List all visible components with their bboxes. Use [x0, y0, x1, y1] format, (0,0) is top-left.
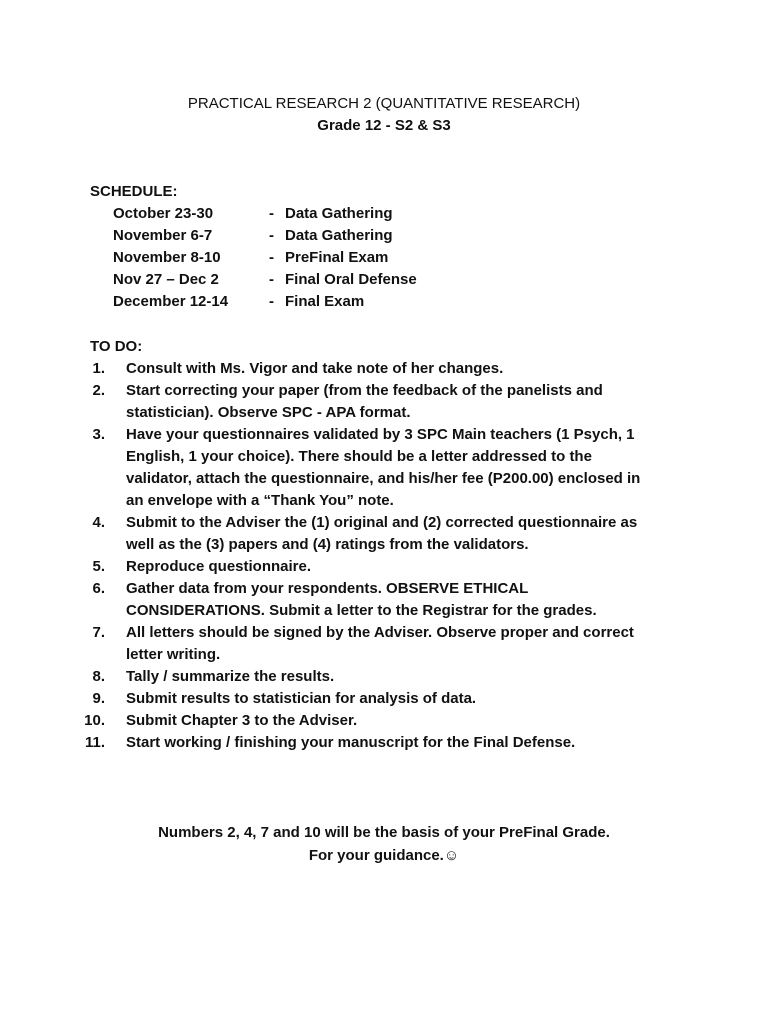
- todo-item: [0, 556, 768, 578]
- schedule-list: [113, 203, 417, 313]
- schedule-activity: Final Exam: [285, 293, 365, 310]
- todo-item-number: 6.: [92, 580, 105, 597]
- footer-note: Numbers 2, 4, 7 and 10 will be the basis of your PreFinal Grade.: [158, 824, 610, 841]
- schedule-dash: -: [269, 249, 274, 266]
- document-title: PRACTICAL RESEARCH 2 (QUANTITATIVE RESEARCH): [187, 95, 581, 112]
- todo-item-text: Submit results to statistician for analysis of data.: [126, 690, 477, 707]
- todo-item: [0, 358, 768, 380]
- schedule-row: [113, 203, 417, 225]
- todo-item-number: 4.: [92, 514, 105, 531]
- todo-item: [0, 732, 768, 754]
- schedule-activity: PreFinal Exam: [285, 249, 389, 266]
- todo-item: [0, 424, 768, 512]
- todo-list: [0, 358, 768, 754]
- schedule-date: November 6-7: [113, 227, 213, 244]
- todo-item-number: 8.: [92, 668, 105, 685]
- todo-item-text: Submit to the Adviser the (1) original and (2) corrected questionnaire as well as the (3) papers and (4) ratings from the validators.: [126, 514, 638, 553]
- todo-item: [0, 688, 768, 710]
- todo-item-text: Tally / summarize the results.: [126, 668, 335, 685]
- todo-item-number: 5.: [92, 558, 105, 575]
- todo-item-text: Have your questionnaires validated by 3 SPC Main teachers (1 Psych, 1 English, 1 your choice). There should be a letter addressed to the validator, attach the questionnaire, and his/her fee (P200.00) enclosed in an envelope with a “Thank You” note.: [126, 426, 641, 509]
- todo-item-text: Reproduce questionnaire.: [126, 558, 312, 575]
- schedule-row: [113, 269, 417, 291]
- todo-item-number: 10.: [84, 712, 105, 729]
- schedule-date: December 12-14: [113, 293, 229, 310]
- todo-item-number: 3.: [92, 426, 105, 443]
- todo-item-text: All letters should be signed by the Adviser. Observe proper and correct letter writing.: [126, 624, 634, 663]
- schedule-heading: SCHEDULE:: [90, 183, 178, 200]
- todo-item-number: 7.: [92, 624, 105, 641]
- todo-item-text: Gather data from your respondents. OBSERVE ETHICAL CONSIDERATIONS. Submit a letter to the Registrar for the grades.: [126, 580, 597, 619]
- todo-item-text: Start working / finishing your manuscript for the Final Defense.: [126, 734, 576, 751]
- todo-item: [0, 512, 768, 556]
- schedule-date: November 8-10: [113, 249, 221, 266]
- footer-guidance: For your guidance.☺: [308, 847, 460, 864]
- schedule-activity: Data Gathering: [285, 227, 393, 244]
- todo-item: [0, 622, 768, 666]
- schedule-row: [113, 291, 417, 313]
- schedule-row: [113, 225, 417, 247]
- todo-item-text: Submit Chapter 3 to the Adviser.: [126, 712, 358, 729]
- todo-item-number: 9.: [92, 690, 105, 707]
- todo-item: [0, 666, 768, 688]
- todo-item-text: Start correcting your paper (from the feedback of the panelists and statistician). Observe SPC - APA format.: [126, 382, 603, 421]
- schedule-dash: -: [269, 227, 274, 244]
- schedule-date: October 23-30: [113, 205, 214, 222]
- schedule-row: [113, 247, 417, 269]
- todo-item: [0, 710, 768, 732]
- todo-item: [0, 578, 768, 622]
- todo-item-text: Consult with Ms. Vigor and take note of her changes.: [126, 360, 504, 377]
- todo-item: [0, 380, 768, 424]
- todo-heading: TO DO:: [90, 338, 143, 355]
- schedule-activity: Data Gathering: [285, 205, 393, 222]
- schedule-dash: -: [269, 271, 274, 288]
- schedule-dash: -: [269, 205, 274, 222]
- schedule-date: Nov 27 – Dec 2: [113, 271, 219, 288]
- schedule-activity: Final Oral Defense: [285, 271, 417, 288]
- todo-item-number: 1.: [92, 360, 105, 377]
- todo-item-number: 2.: [92, 382, 105, 399]
- todo-item-number: 11.: [84, 734, 105, 751]
- schedule-dash: -: [269, 293, 274, 310]
- document-subtitle: Grade 12 - S2 & S3: [317, 117, 451, 134]
